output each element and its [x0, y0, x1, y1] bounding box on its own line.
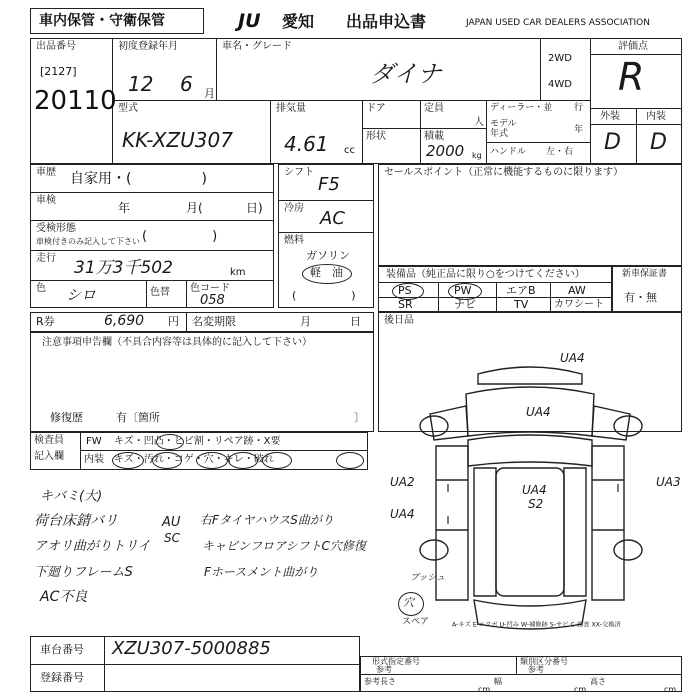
note-line-6: 右FタイヤハウスS曲がり — [200, 513, 334, 527]
equip-airbag: エアB — [506, 284, 536, 297]
damage-ua4-left: UA4 — [390, 507, 415, 521]
equip-leather-seat: カワシート — [554, 299, 604, 310]
usage-type: 自家用・( ) — [70, 171, 207, 187]
equip-navi: ナビ — [454, 298, 476, 311]
ju-logo-icon: JU — [238, 10, 261, 32]
model-code: KK-XZU307 — [122, 128, 233, 152]
storage-type-box — [30, 8, 204, 34]
fuel-diesel: 軽 油 — [310, 266, 343, 279]
lot-sub: [2127] — [40, 65, 77, 78]
note-line-3: アオリ曲がりトリイ — [34, 539, 151, 554]
equip-sr: SR — [398, 298, 413, 311]
shift-value: F5 — [318, 174, 340, 195]
load-capacity: 2000 — [426, 142, 465, 160]
car-name-value: ダイナ — [370, 60, 442, 88]
note-line-8: Fホースメント曲がり — [204, 565, 319, 579]
equip-ps: PS — [398, 284, 412, 297]
recycle-fee: 6,690 — [104, 313, 145, 329]
org-name: 愛知 — [282, 12, 315, 31]
first-reg-label: 初度登録年月 — [118, 41, 178, 52]
displacement: 4.61 — [284, 132, 329, 156]
damage-ua3: UA3 — [656, 475, 681, 489]
note-au: AU — [162, 515, 181, 530]
note-line-5: AC不良 — [40, 589, 88, 605]
color-code: 058 — [200, 293, 225, 308]
note-line-1: キバミ(大) — [40, 489, 103, 504]
note-line-4: 下廻りフレームS — [34, 565, 133, 580]
sales-point-box — [378, 164, 682, 266]
equip-pw: PW — [454, 284, 472, 297]
damage-ua4-center: UA4 — [522, 483, 547, 497]
score-label: 評価点 — [618, 41, 648, 52]
storage-type-text: 車内保管・守衛保管 — [39, 13, 165, 29]
equip-aw: AW — [568, 284, 586, 297]
document-title: 出品申込書 — [346, 12, 427, 31]
interior-grade: D — [650, 130, 667, 155]
damage-ua2: UA2 — [390, 475, 415, 489]
lot-label: 出品番号 — [36, 41, 76, 52]
damage-ua4-top: UA4 — [560, 351, 585, 365]
damage-ua4-hood: UA4 — [526, 405, 551, 419]
equip-tv: TV — [514, 298, 529, 311]
exterior-grade: D — [604, 130, 621, 155]
lot-number: 20110 — [34, 86, 117, 116]
first-reg-year: 12 — [128, 72, 154, 96]
score-value: R — [618, 55, 645, 99]
first-reg-month: 6 — [180, 72, 193, 96]
ac-value: AC — [320, 208, 345, 229]
spare-label: スペア — [402, 617, 430, 627]
note-line-7: キャビンフロアシフトC穴修復 — [202, 539, 366, 553]
damage-s2: S2 — [528, 497, 544, 511]
spare-note: ブッシュ — [410, 573, 446, 583]
color-value: シロ — [66, 286, 97, 304]
note-line-2: 荷台床錆バリ — [34, 513, 118, 529]
chassis-number: XZU307-5000885 — [112, 638, 271, 659]
note-sc: SC — [164, 531, 180, 545]
car-name-label: 車名・グレード — [222, 41, 292, 52]
mileage-value: 31万3千502 — [74, 258, 173, 278]
association-name: JAPAN USED CAR DEALERS ASSOCIATION — [466, 18, 650, 28]
damage-legend: A-キズ E-エクボ U-凹み W-補修跡 S-サビ C-腐食 XX-交換済 — [452, 621, 621, 629]
